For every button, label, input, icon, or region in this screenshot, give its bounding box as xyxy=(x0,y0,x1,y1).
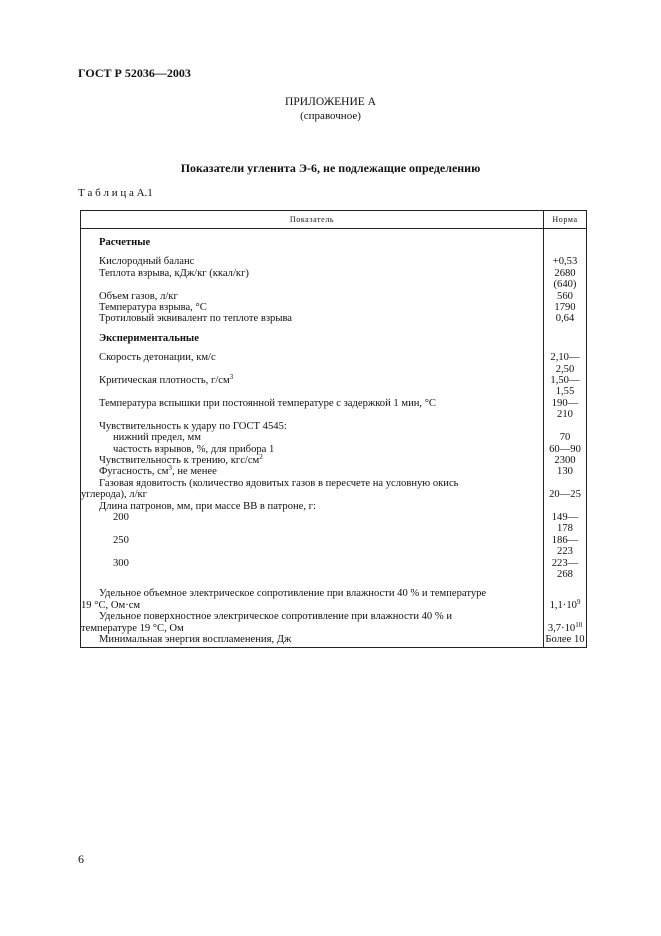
row-label: 300 xyxy=(81,558,544,581)
table-row xyxy=(81,375,587,398)
table-row xyxy=(81,444,587,455)
row-label: Объем газов, л/кг xyxy=(81,291,544,302)
row-label: Минимальная энергия воспламенения, Дж xyxy=(81,634,544,648)
row-value: $3,7\cdot 10^{10}$ xyxy=(544,611,587,634)
table-row xyxy=(81,302,587,313)
table-row xyxy=(81,478,587,501)
document-title: Показатели угленита Э-6, не подлежащие определению xyxy=(180,161,481,175)
table-row xyxy=(81,421,587,432)
row-value: 70 xyxy=(544,432,587,443)
row-label: нижний предел, мм xyxy=(81,432,544,443)
row-label: Температура взрыва, °С xyxy=(81,302,544,313)
row-value: 560 xyxy=(544,291,587,302)
row-label: Чувствительность к удару по ГОСТ 4545: xyxy=(81,421,544,432)
row-value: 1790 xyxy=(544,302,587,313)
table-row xyxy=(81,588,587,611)
row-label: Теплота взрыва, кДж/кг (ккал/кг) xyxy=(81,268,544,291)
row-label: Температура вспышки при постоянной температуре с задержкой 1 мин, °С xyxy=(81,398,544,421)
row-value: 2300 xyxy=(544,455,587,466)
table-row xyxy=(81,352,587,375)
table-row xyxy=(81,268,587,291)
section-experimental: Экспериментальные xyxy=(81,333,544,344)
row-value: 20—25 xyxy=(544,478,587,501)
row-label: Чувствительность к трению, кгс/$см^2$ xyxy=(81,455,544,466)
row-label: Тротиловый эквивалент по теплоте взрыва xyxy=(81,313,544,324)
row-label: Удельное объемное электрическое сопротивление при влажности 40 % и температуре 19 °С, Ом·см xyxy=(81,588,544,611)
row-value: 2680 (640) xyxy=(544,268,587,291)
section-row xyxy=(81,237,587,248)
table-row xyxy=(81,291,587,302)
row-label: 200 xyxy=(81,512,544,535)
row-label: Фугасность, $см^3$, не менее xyxy=(81,466,544,477)
table-row xyxy=(81,313,587,324)
section-calculated: Расчетные xyxy=(81,237,544,248)
table-row xyxy=(81,611,587,634)
row-label: Критическая плотность, $г/см^3$ xyxy=(81,375,544,398)
appendix-subtitle: (справочное) xyxy=(300,110,361,122)
row-value: 60—90 xyxy=(544,444,587,455)
table-row xyxy=(81,398,587,421)
row-value: 190—210 xyxy=(544,398,587,421)
row-value: 2,10—2,50 xyxy=(544,352,587,375)
table-row xyxy=(81,535,587,558)
row-value: 0,64 xyxy=(544,313,587,324)
table-row xyxy=(81,432,587,443)
row-value: Более 10 xyxy=(544,634,587,648)
row-value: +0,53 xyxy=(544,256,587,267)
row-label: Газовая ядовитость (количество ядовитых газов в пересчете на условную окись углерода), л/кг xyxy=(81,478,544,501)
table-row xyxy=(81,558,587,581)
table-row xyxy=(81,512,587,535)
table-row xyxy=(81,501,587,512)
table-row xyxy=(81,256,587,267)
column-header-indicator: Показатель xyxy=(81,211,544,229)
row-value: 130 xyxy=(544,466,587,477)
row-value: $1,1\cdot 10^9$ xyxy=(544,588,587,611)
row-label: частость взрывов, %, для прибора 1 xyxy=(81,444,544,455)
standard-code: ГОСТ Р 52036—2003 xyxy=(78,66,191,80)
row-label: Удельное поверхностное электрическое сопротивление при влажности 40 % и температуре 19 °С, Ом xyxy=(81,611,544,634)
row-label: Длина патронов, мм, при массе ВВ в патроне, г: xyxy=(81,501,544,512)
row-value: 149—178 xyxy=(544,512,587,535)
row-value: 186—223 xyxy=(544,535,587,558)
row-value: 1,50—1,55 xyxy=(544,375,587,398)
row-value: 223—268 xyxy=(544,558,587,581)
appendix-title: ПРИЛОЖЕНИЕ А xyxy=(285,96,376,108)
table-row xyxy=(81,466,587,477)
row-label: 250 xyxy=(81,535,544,558)
row-label: Скорость детонации, км/с xyxy=(81,352,544,375)
page-number: 6 xyxy=(78,852,84,866)
indicators-table xyxy=(80,210,587,648)
table-row xyxy=(81,634,587,648)
table-header-row xyxy=(81,211,587,229)
row-label: Кислородный баланс xyxy=(81,256,544,267)
column-header-norm: Норма xyxy=(544,211,587,229)
section-row xyxy=(81,333,587,344)
table-row xyxy=(81,455,587,466)
table-label: Т а б л и ц а А.1 xyxy=(78,187,153,199)
